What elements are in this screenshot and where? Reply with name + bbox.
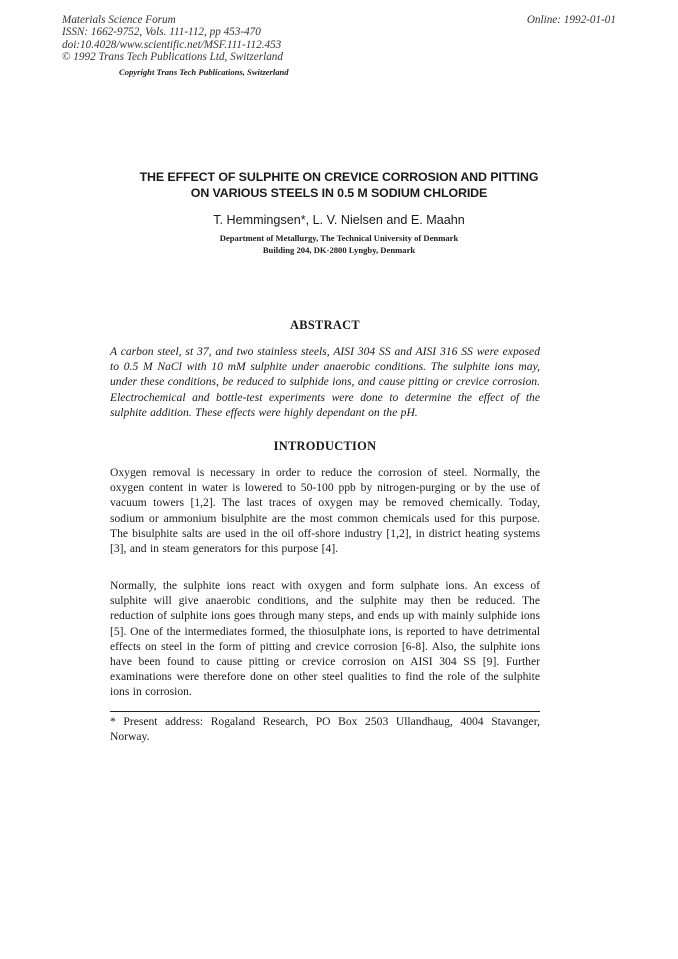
footnote-divider bbox=[110, 711, 540, 712]
author-footnote: * Present address: Rogaland Research, PO Box 2503 Ullandhaug, 4004 Stavanger, Norway. bbox=[110, 715, 540, 743]
author-list: T. Hemmingsen*, L. V. Nielsen and E. Maahn bbox=[213, 213, 465, 227]
affiliation bbox=[100, 233, 578, 256]
title-line-1: THE EFFECT OF SULPHITE ON CREVICE CORROSION AND PITTING bbox=[139, 170, 539, 184]
abstract-text: A carbon steel, st 37, and two stainless steels, AISI 304 SS and AISI 316 SS were exposed to 0.5 M NaCl with 10 mM sulphite under anaerobic conditions. The sulphite ions may, under these conditions, be reduced to sulphide ions, and cause pitting or crevice corrosion. Electrochemical and bottle-test experiments were done to determine the effect of the sulphite addition. These effects were highly dependant on the pH. bbox=[110, 345, 540, 419]
online-date: Online: 1992-01-01 bbox=[526, 14, 616, 26]
introduction-heading: INTRODUCTION bbox=[273, 439, 377, 453]
journal-name: Materials Science Forum bbox=[62, 14, 176, 26]
abstract-heading: ABSTRACT bbox=[290, 318, 360, 332]
paper-title bbox=[100, 170, 578, 201]
journal-header bbox=[62, 14, 283, 64]
issn-line: ISSN: 1662-9752, Vols. 111-112, pp 453-470 bbox=[62, 26, 261, 39]
publisher-line: © 1992 Trans Tech Publications Ltd, Switzerland bbox=[62, 51, 283, 64]
affiliation-line-2: Building 204, DK-2800 Lyngby, Denmark bbox=[262, 244, 416, 255]
doi-line[interactable]: doi:10.4028/www.scientific.net/MSF.111-112.453 bbox=[62, 38, 282, 51]
copyright-notice: Copyright Trans Tech Publications, Switzerland bbox=[119, 67, 289, 77]
introduction-paragraph-1: Oxygen removal is necessary in order to reduce the corrosion of steel. Normally, the oxygen content in water is lowered to 50-100 ppb by nitrogen-purging or by the use of vacuum towers [1,2]. The last traces of oxygen may be removed chemically. Today, sodium or ammonium bisulphite are the most common chemicals used for this purpose. The bisulphite salts are used in the oil off-shore industry [1,2], in district heating systems [3], and in steam generators for this purpose [4]. bbox=[110, 466, 540, 556]
introduction-paragraph-2: Normally, the sulphite ions react with oxygen and form sulphate ions. An excess of sulphite will give anaerobic conditions, and the sulphite may then be reduced. The reduction of sulphite ions goes through many steps, and ends up with mainly sulphide ions [5]. One of the intermediates formed, the thiosulphate ions, is reported to have detrimental effects on steel in the form of pitting and crevice corrosion [6-8]. Also, the sulphite ions have been found to cause pitting or crevice corrosion on AISI 304 SS [9]. Further examinations were therefore done on other steel qualities to find the role of the sulphite ions in corrosion. bbox=[110, 579, 540, 699]
title-line-2: ON VARIOUS STEELS IN 0.5 M SODIUM CHLORIDE bbox=[190, 185, 488, 200]
affiliation-line-1: Department of Metallurgy, The Technical University of Denmark bbox=[219, 233, 459, 243]
